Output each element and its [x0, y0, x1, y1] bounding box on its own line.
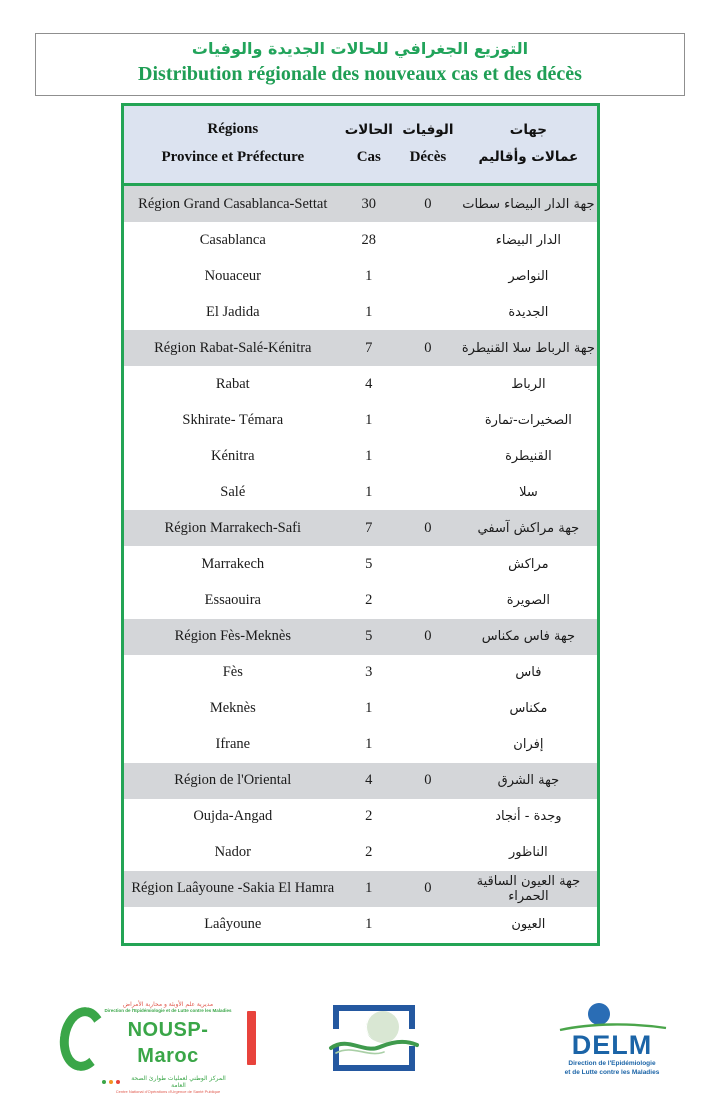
row-cas-value: 1	[365, 267, 373, 284]
delm-logo	[552, 1001, 672, 1083]
ministry-health-logo	[330, 1002, 418, 1074]
table-row	[124, 655, 597, 691]
row-name-fr: Région de l'Oriental	[174, 772, 292, 789]
row-name-fr: Marrakech	[201, 555, 265, 572]
row-name-ar: الصويرة	[506, 593, 550, 609]
delm-subtitle-line1: Direction de l'Epidémiologie	[568, 1060, 656, 1068]
row-cas-value: 7	[365, 339, 373, 356]
row-name-fr: Meknès	[209, 700, 256, 717]
row-name-fr: Ifrane	[215, 736, 251, 753]
row-name-fr: Oujda-Angad	[193, 808, 273, 825]
row-name-ar: إفران	[513, 737, 544, 753]
row-name-ar: مكناس	[509, 701, 548, 717]
row-deces-value: 0	[424, 519, 432, 536]
row-name-fr: Région Grand Casablanca-Settat	[138, 195, 328, 212]
row-name-ar: الناظور	[508, 845, 548, 861]
row-cas-value: 1	[365, 483, 373, 500]
row-name-fr: Région Marrakech-Safi	[164, 519, 302, 536]
row-cas-value: 1	[365, 303, 373, 320]
row-deces-value: 0	[424, 772, 432, 789]
row-name-fr: Skhirate- Témara	[182, 411, 284, 428]
row-cas-value: 1	[365, 916, 373, 933]
row-deces-value: 0	[424, 628, 432, 645]
table-row	[124, 222, 597, 258]
row-name-fr: Kénitra	[211, 447, 255, 464]
distribution-table	[121, 103, 600, 946]
row-name-ar: جهة الشرق	[497, 773, 560, 789]
row-name-fr: Nouaceur	[204, 267, 261, 284]
header-jihat	[460, 106, 597, 183]
row-cas-value: 1	[365, 736, 373, 753]
row-name-fr: Région Rabat-Salé-Kénitra	[154, 339, 312, 356]
table-row	[124, 691, 597, 727]
table-body	[124, 186, 597, 943]
red-dot-icon	[116, 1080, 120, 1084]
table-row	[124, 474, 597, 510]
row-name-fr: Région Laâyoune -Sakia El Hamra	[131, 880, 335, 897]
row-name-fr: Région Fès-Meknès	[174, 628, 291, 645]
table-row	[124, 366, 597, 402]
row-cas-value: 1	[365, 411, 373, 428]
table-row	[124, 835, 597, 871]
title-french: Distribution régionale des nouveaux cas et des décès	[138, 63, 582, 86]
row-name-ar: الرباط	[511, 376, 546, 392]
ministry-health-icon	[330, 1002, 418, 1074]
row-cas-value: 1	[365, 700, 373, 717]
header-jihat-ar: جهات	[509, 121, 548, 138]
title-arabic: التوزيع الجغرافي للحالات الجديدة والوفيات	[191, 39, 529, 58]
row-name-fr: Fès	[222, 664, 243, 681]
row-name-ar: الجديدة	[508, 304, 549, 320]
table-row	[124, 330, 597, 366]
row-name-fr: Laâyoune	[204, 916, 262, 933]
row-name-fr: Nador	[214, 844, 251, 861]
row-cas-value: 4	[365, 772, 373, 789]
row-name-fr: Casablanca	[199, 231, 266, 248]
row-name-ar: وجدة - أنجاد	[495, 809, 562, 825]
row-name-ar: فاس	[515, 665, 542, 681]
row-name-ar: العيون	[511, 917, 546, 933]
row-cas-value: 2	[365, 592, 373, 609]
row-name-ar: الصخيرات-تمارة	[484, 412, 572, 428]
table-row	[124, 763, 597, 799]
table-row	[124, 907, 597, 943]
table-row	[124, 799, 597, 835]
table-row	[124, 402, 597, 438]
nousp-center-arabic: المركز الوطني لعمليات طوارئ الصحة العامة	[131, 1074, 226, 1089]
header-deces-fr: Décès	[409, 148, 447, 165]
row-cas-value: 5	[365, 555, 373, 572]
green-dot-icon	[102, 1080, 106, 1084]
table-row	[124, 583, 597, 619]
row-name-fr: Salé	[220, 483, 246, 500]
row-name-ar: جهة العيون الساقية الحمراء	[476, 873, 581, 904]
row-name-ar: مراكش	[508, 556, 549, 572]
row-cas-value: 2	[365, 844, 373, 861]
row-name-ar: جهة الرباط سلا القنيطرة	[461, 340, 595, 356]
row-name-ar: القنيطرة	[505, 448, 552, 464]
header-cas	[342, 106, 396, 183]
table-row	[124, 727, 597, 763]
nousp-logo	[60, 995, 256, 1094]
row-cas-value: 1	[365, 447, 373, 464]
table-row	[124, 871, 597, 907]
table-row	[124, 510, 597, 546]
footer-logos	[0, 985, 722, 1094]
row-deces-value: 0	[424, 880, 432, 897]
table-row	[124, 619, 597, 655]
row-cas-value: 1	[365, 880, 373, 897]
delm-subtitle	[552, 1060, 672, 1078]
header-cas-fr: Cas	[356, 148, 381, 165]
delm-name: DELM	[571, 1030, 653, 1060]
nousp-center-french: Centre National d'Opérations d'Urgence de Santé Publique	[115, 1088, 221, 1094]
row-cas-value: 7	[365, 519, 373, 536]
row-cas-value: 3	[365, 664, 373, 681]
header-regions	[124, 106, 342, 183]
table-row	[124, 186, 597, 222]
row-cas-value: 30	[361, 195, 377, 212]
row-deces-value: 0	[424, 195, 432, 212]
nousp-bottom-line	[102, 1075, 234, 1089]
delm-subtitle-line2: et de Lutte contre les Maladies	[564, 1069, 660, 1077]
row-name-ar: جهة فاس مكناس	[481, 629, 575, 645]
row-name-fr: El Jadida	[206, 303, 260, 320]
table-row	[124, 438, 597, 474]
row-cas-value: 5	[365, 628, 373, 645]
table-header	[124, 106, 597, 186]
row-cas-value: 28	[361, 231, 377, 248]
row-name-ar: الدار البيضاء	[495, 232, 561, 248]
nousp-direction-arabic: مديرية علم الأوبئة و محاربة الأمراض	[122, 1001, 214, 1008]
header-cas-ar: الحالات	[344, 121, 393, 138]
title-box	[35, 33, 685, 96]
row-name-ar: النواصر	[508, 268, 549, 284]
table-row	[124, 294, 597, 330]
red-bar-icon	[247, 1011, 256, 1065]
table-row	[124, 546, 597, 582]
row-name-ar: جهة الدار البيضاء سطات	[462, 196, 595, 212]
row-cas-value: 4	[365, 375, 373, 392]
orange-dot-icon	[109, 1080, 113, 1084]
row-cas-value: 2	[365, 808, 373, 825]
nousp-text-block	[102, 1001, 234, 1094]
header-deces-ar: الوفيات	[402, 121, 454, 138]
row-name-fr: Rabat	[215, 375, 250, 392]
nousp-name: NOUSP-Maroc	[127, 1018, 209, 1067]
row-deces-value: 0	[424, 339, 432, 356]
header-province-fr: Province et Préfecture	[161, 148, 305, 165]
header-deces	[396, 106, 460, 183]
row-name-ar: جهة مراكش آسفي	[477, 520, 580, 536]
row-name-fr: Essaouira	[204, 592, 261, 609]
header-regions-fr: Régions	[207, 121, 259, 138]
header-provinces-ar: عمالات وأقاليم	[478, 149, 579, 166]
table-row	[124, 258, 597, 294]
row-name-ar: سلا	[519, 484, 538, 500]
nousp-direction-french: Direction de l'Epidémiologie et de Lutte contre les Maladies	[104, 1008, 232, 1014]
